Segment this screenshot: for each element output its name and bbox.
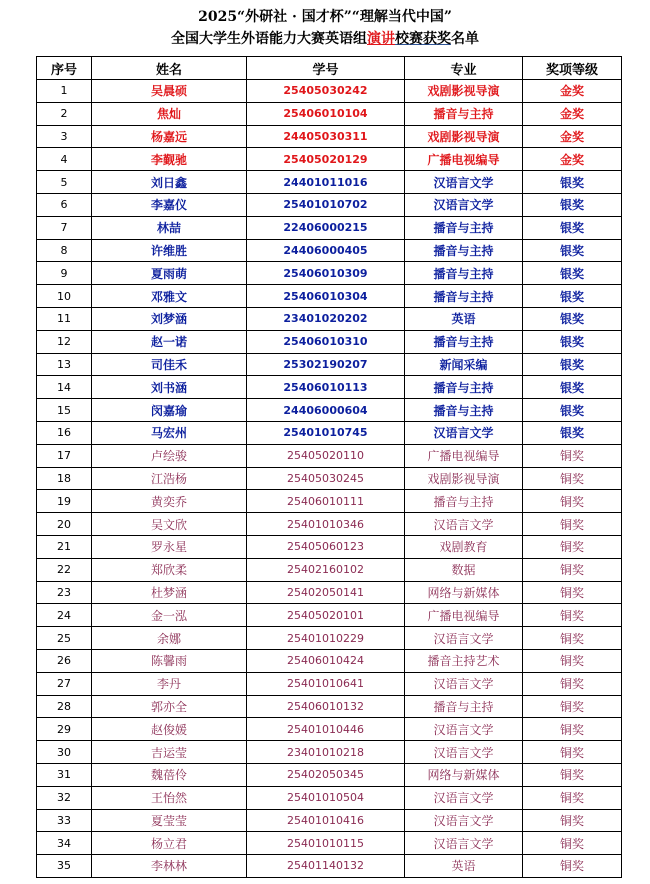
cell-seq: 31	[37, 763, 92, 786]
table-header-row	[37, 57, 622, 80]
cell-major: 戏剧教育	[405, 535, 523, 558]
table-row	[37, 353, 622, 376]
table-row	[37, 832, 622, 855]
cell-award: 银奖	[523, 193, 622, 216]
cell-award: 铜奖	[523, 695, 622, 718]
cell-major: 汉语言文学	[405, 513, 523, 536]
cell-major: 英语	[405, 855, 523, 878]
cell-name: 李嘉仪	[92, 193, 247, 216]
cell-award: 银奖	[523, 330, 622, 353]
cell-student-id: 25405020110	[247, 444, 405, 467]
cell-name: 李觐驰	[92, 148, 247, 171]
table-row	[37, 467, 622, 490]
cell-name: 李林林	[92, 855, 247, 878]
cell-student-id: 22406000215	[247, 216, 405, 239]
table-row	[37, 786, 622, 809]
cell-award: 金奖	[523, 102, 622, 125]
cell-award: 银奖	[523, 353, 622, 376]
title-part1: 全国大学生外语能力大赛英语组	[171, 31, 367, 47]
cell-major: 汉语言文学	[405, 171, 523, 194]
cell-name: 刘书涵	[92, 376, 247, 399]
cell-major: 汉语言文学	[405, 786, 523, 809]
cell-name: 赵俊媛	[92, 718, 247, 741]
cell-major: 播音与主持	[405, 102, 523, 125]
cell-name: 余娜	[92, 627, 247, 650]
cell-seq: 4	[37, 148, 92, 171]
cell-student-id: 25402050141	[247, 581, 405, 604]
cell-award: 铜奖	[523, 513, 622, 536]
table-row	[37, 125, 622, 148]
cell-student-id: 25401010346	[247, 513, 405, 536]
cell-seq: 7	[37, 216, 92, 239]
table-row	[37, 285, 622, 308]
cell-major: 广播电视编导	[405, 604, 523, 627]
cell-name: 卢绘骏	[92, 444, 247, 467]
cell-award: 铜奖	[523, 763, 622, 786]
cell-seq: 15	[37, 399, 92, 422]
cell-student-id: 25405020129	[247, 148, 405, 171]
cell-award: 银奖	[523, 285, 622, 308]
cell-major: 网络与新媒体	[405, 581, 523, 604]
cell-name: 赵一诺	[92, 330, 247, 353]
page-title-line1: 2025“外研社 · 国才杯”“理解当代中国”	[198, 9, 452, 25]
cell-major: 汉语言文学	[405, 421, 523, 444]
table-row	[37, 376, 622, 399]
table-row	[37, 513, 622, 536]
cell-award: 铜奖	[523, 581, 622, 604]
title-part3: 获奖	[423, 31, 451, 47]
cell-award: 金奖	[523, 125, 622, 148]
cell-award: 铜奖	[523, 786, 622, 809]
table-row	[37, 399, 622, 422]
cell-student-id: 25401010702	[247, 193, 405, 216]
table-row	[37, 627, 622, 650]
cell-major: 汉语言文学	[405, 718, 523, 741]
cell-seq: 10	[37, 285, 92, 308]
cell-award: 金奖	[523, 80, 622, 103]
cell-seq: 18	[37, 467, 92, 490]
cell-name: 陈馨雨	[92, 649, 247, 672]
cell-student-id: 23401010218	[247, 741, 405, 764]
table-row	[37, 307, 622, 330]
table-row	[37, 102, 622, 125]
cell-award: 铜奖	[523, 672, 622, 695]
cell-award: 银奖	[523, 262, 622, 285]
title-highlight: 演讲	[367, 31, 395, 47]
cell-seq: 1	[37, 80, 92, 103]
cell-student-id: 25401010115	[247, 832, 405, 855]
cell-award: 铜奖	[523, 444, 622, 467]
table-row	[37, 148, 622, 171]
cell-seq: 34	[37, 832, 92, 855]
cell-seq: 21	[37, 535, 92, 558]
table-row	[37, 809, 622, 832]
cell-award: 银奖	[523, 399, 622, 422]
table-row	[37, 80, 622, 103]
cell-student-id: 24405030311	[247, 125, 405, 148]
cell-name: 刘日鑫	[92, 171, 247, 194]
cell-major: 播音与主持	[405, 376, 523, 399]
col-header-name: 姓名	[92, 57, 247, 80]
cell-student-id: 25401010416	[247, 809, 405, 832]
cell-award: 铜奖	[523, 741, 622, 764]
table-row	[37, 216, 622, 239]
cell-seq: 19	[37, 490, 92, 513]
title-part2: 校赛	[395, 31, 423, 47]
cell-name: 魏蓓伶	[92, 763, 247, 786]
cell-student-id: 25405030242	[247, 80, 405, 103]
cell-major: 广播电视编导	[405, 444, 523, 467]
cell-student-id: 25405030245	[247, 467, 405, 490]
cell-student-id: 25402160102	[247, 558, 405, 581]
cell-major: 汉语言文学	[405, 627, 523, 650]
cell-major: 汉语言文学	[405, 832, 523, 855]
cell-seq: 35	[37, 855, 92, 878]
cell-major: 网络与新媒体	[405, 763, 523, 786]
cell-award: 铜奖	[523, 467, 622, 490]
cell-major: 汉语言文学	[405, 672, 523, 695]
cell-student-id: 25401010446	[247, 718, 405, 741]
cell-seq: 23	[37, 581, 92, 604]
cell-major: 戏剧影视导演	[405, 80, 523, 103]
cell-major: 播音与主持	[405, 695, 523, 718]
cell-student-id: 25406010132	[247, 695, 405, 718]
col-header-award: 奖项等级	[523, 57, 622, 80]
cell-seq: 5	[37, 171, 92, 194]
cell-name: 马宏州	[92, 421, 247, 444]
cell-student-id: 25405020101	[247, 604, 405, 627]
table-row	[37, 262, 622, 285]
cell-award: 铜奖	[523, 718, 622, 741]
cell-seq: 8	[37, 239, 92, 262]
cell-major: 播音与主持	[405, 262, 523, 285]
cell-name: 杜梦涵	[92, 581, 247, 604]
cell-major: 播音与主持	[405, 216, 523, 239]
cell-seq: 16	[37, 421, 92, 444]
col-header-major: 专业	[405, 57, 523, 80]
cell-major: 戏剧影视导演	[405, 125, 523, 148]
cell-student-id: 25401140132	[247, 855, 405, 878]
cell-major: 播音与主持	[405, 490, 523, 513]
cell-seq: 11	[37, 307, 92, 330]
cell-award: 铜奖	[523, 490, 622, 513]
cell-name: 吴晨硕	[92, 80, 247, 103]
table-row	[37, 444, 622, 467]
cell-name: 李丹	[92, 672, 247, 695]
cell-major: 数据	[405, 558, 523, 581]
cell-name: 王怡然	[92, 786, 247, 809]
cell-student-id: 25406010104	[247, 102, 405, 125]
cell-award: 铜奖	[523, 809, 622, 832]
cell-seq: 22	[37, 558, 92, 581]
table-row	[37, 604, 622, 627]
cell-name: 江浩杨	[92, 467, 247, 490]
cell-name: 闵嘉瑜	[92, 399, 247, 422]
table-row	[37, 855, 622, 878]
table-row	[37, 672, 622, 695]
cell-award: 银奖	[523, 216, 622, 239]
table-row	[37, 649, 622, 672]
cell-student-id: 25406010309	[247, 262, 405, 285]
cell-seq: 3	[37, 125, 92, 148]
cell-major: 播音与主持	[405, 399, 523, 422]
cell-award: 银奖	[523, 307, 622, 330]
table-row	[37, 421, 622, 444]
cell-seq: 26	[37, 649, 92, 672]
cell-name: 黄奕乔	[92, 490, 247, 513]
cell-award: 铜奖	[523, 832, 622, 855]
cell-student-id: 25406010424	[247, 649, 405, 672]
cell-name: 杨嘉远	[92, 125, 247, 148]
cell-name: 司佳禾	[92, 353, 247, 376]
cell-seq: 30	[37, 741, 92, 764]
cell-student-id: 25406010113	[247, 376, 405, 399]
table-body	[37, 80, 622, 878]
cell-name: 郭亦全	[92, 695, 247, 718]
cell-award: 铜奖	[523, 855, 622, 878]
title-part4: 名单	[451, 31, 479, 47]
cell-name: 林喆	[92, 216, 247, 239]
table-row	[37, 193, 622, 216]
table-row	[37, 490, 622, 513]
cell-seq: 2	[37, 102, 92, 125]
cell-seq: 32	[37, 786, 92, 809]
col-header-student-id: 学号	[247, 57, 405, 80]
page-title-line2	[0, 28, 650, 48]
table-row	[37, 741, 622, 764]
cell-student-id: 25405060123	[247, 535, 405, 558]
cell-student-id: 24406000405	[247, 239, 405, 262]
cell-student-id: 25402050345	[247, 763, 405, 786]
cell-student-id: 25401010745	[247, 421, 405, 444]
cell-award: 金奖	[523, 148, 622, 171]
cell-award: 银奖	[523, 239, 622, 262]
cell-seq: 25	[37, 627, 92, 650]
cell-name: 金一泓	[92, 604, 247, 627]
cell-name: 吉运莹	[92, 741, 247, 764]
cell-name: 郑欣柔	[92, 558, 247, 581]
table-row	[37, 695, 622, 718]
cell-student-id: 23401020202	[247, 307, 405, 330]
cell-student-id: 25401010229	[247, 627, 405, 650]
cell-name: 杨立君	[92, 832, 247, 855]
table-row	[37, 581, 622, 604]
table-row	[37, 330, 622, 353]
cell-award: 铜奖	[523, 627, 622, 650]
cell-seq: 28	[37, 695, 92, 718]
cell-major: 英语	[405, 307, 523, 330]
cell-seq: 6	[37, 193, 92, 216]
cell-student-id: 24406000604	[247, 399, 405, 422]
cell-award: 铜奖	[523, 535, 622, 558]
cell-student-id: 25406010304	[247, 285, 405, 308]
cell-major: 播音与主持	[405, 239, 523, 262]
cell-major: 戏剧影视导演	[405, 467, 523, 490]
cell-student-id: 25302190207	[247, 353, 405, 376]
cell-seq: 13	[37, 353, 92, 376]
cell-award: 铜奖	[523, 604, 622, 627]
cell-major: 汉语言文学	[405, 809, 523, 832]
cell-name: 刘梦涵	[92, 307, 247, 330]
cell-seq: 24	[37, 604, 92, 627]
cell-major: 播音与主持	[405, 330, 523, 353]
table-row	[37, 239, 622, 262]
cell-award: 铜奖	[523, 649, 622, 672]
cell-student-id: 25406010310	[247, 330, 405, 353]
cell-seq: 33	[37, 809, 92, 832]
cell-name: 许维胜	[92, 239, 247, 262]
cell-major: 广播电视编导	[405, 148, 523, 171]
cell-seq: 9	[37, 262, 92, 285]
cell-seq: 12	[37, 330, 92, 353]
cell-award: 银奖	[523, 376, 622, 399]
cell-award: 铜奖	[523, 558, 622, 581]
cell-seq: 20	[37, 513, 92, 536]
cell-major: 汉语言文学	[405, 741, 523, 764]
cell-student-id: 25401010641	[247, 672, 405, 695]
cell-seq: 17	[37, 444, 92, 467]
table-row	[37, 763, 622, 786]
cell-seq: 14	[37, 376, 92, 399]
awards-table	[36, 56, 622, 878]
cell-award: 银奖	[523, 421, 622, 444]
cell-name: 焦灿	[92, 102, 247, 125]
cell-student-id: 24401011016	[247, 171, 405, 194]
cell-major: 播音与主持	[405, 285, 523, 308]
table-row	[37, 535, 622, 558]
table-row	[37, 718, 622, 741]
cell-name: 夏雨萌	[92, 262, 247, 285]
cell-student-id: 25401010504	[247, 786, 405, 809]
cell-name: 邓雅文	[92, 285, 247, 308]
cell-name: 吴文欣	[92, 513, 247, 536]
cell-name: 罗永星	[92, 535, 247, 558]
cell-major: 新闻采编	[405, 353, 523, 376]
table-row	[37, 558, 622, 581]
cell-seq: 29	[37, 718, 92, 741]
cell-name: 夏莹莹	[92, 809, 247, 832]
cell-major: 汉语言文学	[405, 193, 523, 216]
cell-major: 播音主持艺术	[405, 649, 523, 672]
col-header-seq: 序号	[37, 57, 92, 80]
cell-seq: 27	[37, 672, 92, 695]
cell-student-id: 25406010111	[247, 490, 405, 513]
cell-award: 银奖	[523, 171, 622, 194]
table-row	[37, 171, 622, 194]
